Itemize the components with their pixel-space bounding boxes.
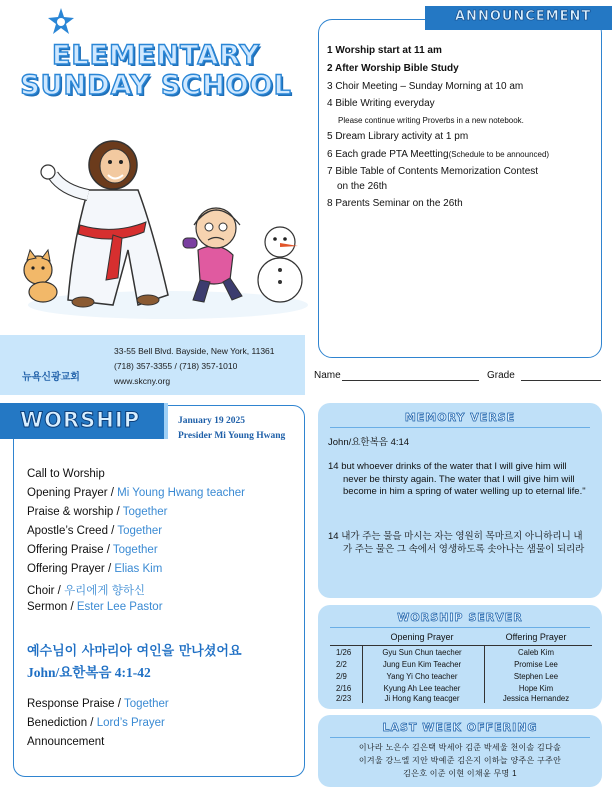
announcement-item: 5 Dream Library activity at 1 pm [327, 131, 469, 142]
worship-server-date: 2/2 [336, 660, 347, 669]
worship-server-date: 1/26 [336, 648, 352, 657]
order-item-leader: Together [122, 506, 168, 518]
worship-server-opening: Yang Yi Cho teacher [386, 672, 458, 681]
announcement-item: 7 Bible Table of Contents Memorization Contest [327, 166, 539, 177]
grade-label: Grade [487, 370, 515, 381]
worship-server-date: 2/16 [336, 684, 352, 693]
memory-verse-english: 14 but whoever drinks of the water that I will give him will never be thirsty again. The water that I will give him will become in him a spring of water welling up to eternal life." [328, 461, 586, 497]
order-item-label: Choir [27, 585, 55, 597]
memory-verse-reference: John/요한복음 4:14 [328, 437, 410, 448]
church-logo-icon [48, 8, 74, 34]
order-item-label: Opening Prayer [27, 487, 108, 499]
sermon-reference: John/요한복음 4:1-42 [27, 665, 151, 680]
worship-server-offering: Hope Kim [518, 684, 554, 693]
worship-server-divider [330, 627, 590, 628]
worship-server-opening: Ji Hong Kang teacger [384, 694, 460, 703]
order-item-leader: Together [112, 544, 158, 556]
church-phone: (718) 357-3355 / (718) 357-1010 [114, 361, 238, 371]
order-item-announcement [27, 736, 104, 748]
order-item-praise-worship: Praise & worship / Together [27, 506, 168, 518]
memory-verse-title: MEMORY VERSE [404, 411, 516, 424]
order-item-offering-prayer: Offering Prayer / Elias Kim [27, 563, 163, 575]
last-week-offering-divider [330, 737, 590, 738]
announcement-item: 8 Parents Seminar on the 26th [327, 198, 463, 209]
title-line-2: SUNDAY SCHOOL [20, 70, 292, 101]
jesus-and-kids-illustration [18, 130, 308, 330]
sermon-title: 예수님이 사마리아 여인을 만나셨어요 [27, 644, 242, 659]
order-item-leader: Mi Young Hwang teacher [117, 487, 246, 499]
order-item-label: Offering Praise [27, 544, 104, 556]
order-item-choir: Choir / 우리에게 향하신 [27, 585, 146, 597]
worship-server-table-rule [330, 645, 592, 646]
order-item-label: Call to Worship [27, 468, 105, 480]
announcement-item-text: 6 Each grade PTA Meetting [327, 149, 449, 160]
worship-server-header-offering: Offering Prayer [505, 632, 567, 642]
order-item-response-praise: Response Praise / Together [27, 698, 169, 710]
order-item-sermon: Sermon / Ester Lee Pastor [27, 601, 163, 613]
worship-server-offering: Stephen Lee [513, 672, 559, 681]
order-item-label: Apostle’s Creed [27, 525, 108, 537]
order-item-leader: Lord’s Prayer [96, 717, 165, 729]
name-field[interactable] [342, 380, 479, 381]
order-item-label: Praise & worship [27, 506, 114, 518]
announcement-item: 4 Bible Writing everyday [327, 98, 435, 109]
worship-presider: Presider Mi Young Hwang [178, 431, 286, 441]
order-item-apostles-creed: Apostle’s Creed / Together [27, 525, 163, 537]
offering-names-line: 이겨울 강느엘 지안 박예준 김은지 이하늘 양주은 구주안 [358, 756, 562, 765]
order-item-leader: Together [123, 698, 169, 710]
worship-server-opening: Kyung Ah Lee teacher [383, 684, 461, 693]
worship-server-offering: Caleb Kim [518, 648, 554, 657]
announcement-note: Please continue writing Proverbs in a new notebook. [338, 116, 524, 125]
announcement-item: 1 Worship start at 11 am [327, 45, 442, 56]
announcement-item [327, 149, 549, 160]
grade-field[interactable] [521, 380, 601, 381]
order-item-benediction: Benediction / Lord’s Prayer [27, 717, 165, 729]
church-website[interactable]: www.skcny.org [114, 376, 171, 386]
order-item-label: Benediction [27, 717, 88, 729]
announcement-item: 3 Choir Meeting – Sunday Morning at 10 am [327, 81, 524, 92]
church-address: 33-55 Bell Blvd. Bayside, New York, 11361 [114, 346, 275, 356]
worship-server-offering: Jessica Hernandez [502, 694, 570, 703]
memory-verse-korean: 14 내가 주는 물을 마시는 자는 영원히 목마르지 아니하리니 내가 주는 물은 그 속에서 영생하도록 솟아나는 샘물이 되리라 [328, 531, 585, 555]
offering-names-line: 김은호 이준 이현 이채윤 무명 1 [403, 769, 517, 778]
memory-verse-divider [330, 427, 590, 428]
order-item-leader: 우리에게 향하신 [64, 585, 146, 597]
order-item-label: Offering Prayer [27, 563, 105, 575]
memory-verse-panel [318, 403, 602, 598]
announcement-item-continued: on the 26th [337, 181, 388, 192]
church-logo-text: 뉴욕신광교회 [22, 372, 80, 383]
order-item-opening-prayer: Opening Prayer / Mi Young Hwang teacher [27, 487, 246, 499]
title-line-1: ELEMENTARY [51, 40, 261, 71]
worship-server-opening: Jung Eun Kim Teacher [382, 660, 462, 669]
worship-header [0, 403, 168, 439]
order-item-label: Response Praise [27, 698, 115, 710]
worship-server-table-vline [362, 645, 363, 703]
worship-server-table-vline [484, 645, 485, 703]
order-item-offering-praise: Offering Praise / Together [27, 544, 158, 556]
offering-names-line: 이나라 노은수 김은택 박세아 김준 박세울 천이솔 김다솔 [358, 743, 562, 752]
worship-server-opening: Gyu Sun Chun taecher [382, 648, 462, 657]
announcement-item: 2 After Worship Bible Study [327, 63, 459, 74]
worship-title: WORSHIP [20, 408, 141, 432]
order-item-label: Sermon [27, 601, 68, 613]
name-label: Name [314, 370, 341, 381]
worship-server-offering: Promise Lee [514, 660, 558, 669]
order-item-leader: Together [117, 525, 163, 537]
order-item-call-to-worship [27, 468, 105, 480]
announcement-header [425, 6, 612, 30]
announcement-title: ANNOUNCEMENT [455, 9, 592, 24]
worship-server-header-opening: Opening Prayer [390, 632, 454, 642]
worship-server-title: WORSHIP SERVER [397, 611, 523, 624]
worship-server-date: 2/23 [336, 694, 352, 703]
order-item-label: Announcement [27, 736, 105, 748]
last-week-offering-title: LAST WEEK OFFERING [382, 721, 538, 734]
announcement-note: (Schedule to be announced) [448, 150, 550, 159]
order-item-leader: Elias Kim [114, 563, 163, 575]
worship-date: January 19 2025 [178, 416, 246, 426]
worship-server-date: 2/9 [336, 672, 347, 681]
order-item-leader: Ester Lee Pastor [76, 601, 163, 613]
